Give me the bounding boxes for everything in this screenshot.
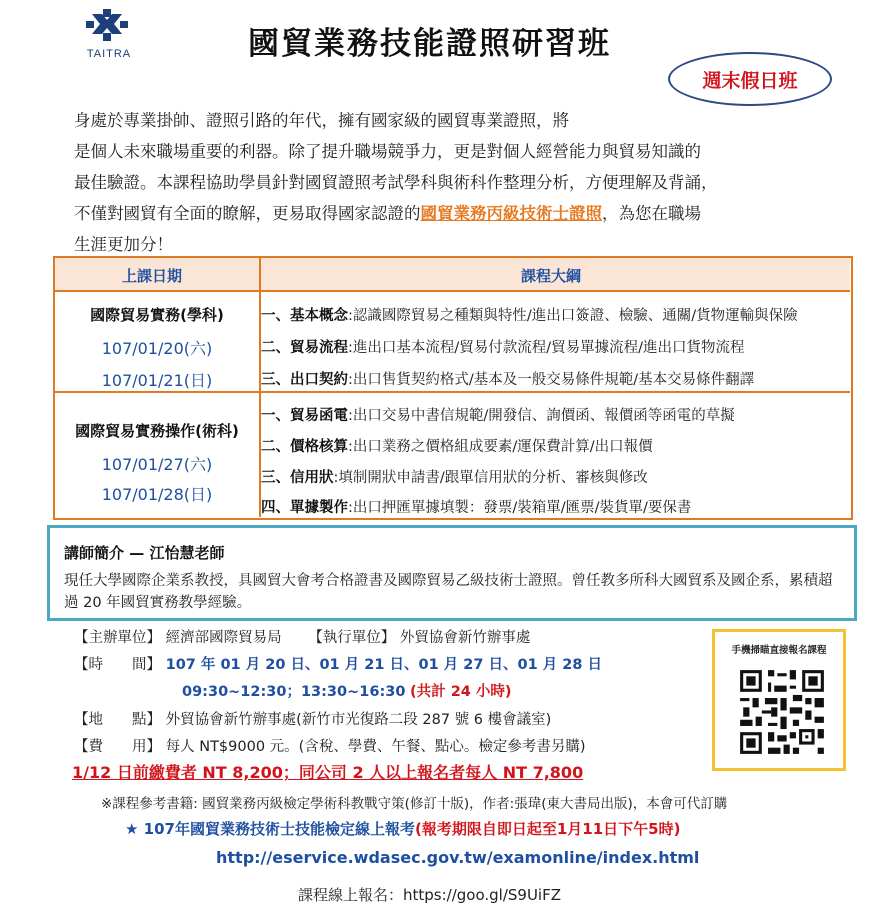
- info-hours: [182, 680, 512, 701]
- taitra-logo-icon: [72, 8, 142, 52]
- intro-line: 是個人未來職場重要的利器。除了提升職場競爭力，更是對個人經營能力與貿易知識的: [74, 142, 701, 161]
- outline-item-text: :認識國際貿易之種類與特性/進出口簽證、檢驗、通關/貨物運輸與保險: [348, 308, 798, 324]
- outline-item-head: 一、貿易函電: [261, 408, 348, 424]
- registration-link[interactable]: 課程線上報名：https://goo.gl/S9UiFZ: [298, 886, 562, 904]
- outline-item: [261, 304, 798, 325]
- course-table: [53, 256, 853, 520]
- outline-item-head: 二、貿易流程: [261, 340, 348, 356]
- outline-item: [261, 336, 745, 357]
- info-time: [74, 653, 602, 674]
- online-exam-title: ★ 107年國貿業務技術士技能檢定線上報考: [125, 820, 415, 838]
- outline-item-head: 四、單據製作: [261, 500, 348, 516]
- online-exam-deadline: (報考期限自即日起至1月11日下午5時): [414, 820, 681, 838]
- intro-line: 生涯更加分！: [74, 235, 173, 254]
- outline-item: [261, 496, 691, 517]
- info-place: [74, 708, 551, 729]
- intro-text: ，為您在職場: [602, 204, 701, 223]
- outline-item-text: :出口交易中書信規範/開發信、詢價函、報價函等函電的草擬: [348, 408, 735, 424]
- column-header-outline: 課程大綱: [521, 267, 582, 285]
- intro-paragraph: [74, 105, 834, 260]
- row-divider: [55, 391, 850, 393]
- course-date: 107/01/28(日): [101, 485, 213, 504]
- subject-practice: 國際貿易實務操作(術科): [75, 422, 239, 440]
- fee-value: 每人 NT$9000 元。(含稅、學費、午餐、點心。檢定參考書另購): [165, 739, 586, 755]
- outline-item-text: :出口押匯單據填製：發票/裝箱單/匯票/裝貨單/要保書: [348, 500, 692, 516]
- instructor-title: 講師簡介 — 江怡慧老師: [64, 544, 225, 562]
- course-date: 107/01/20(六): [101, 339, 213, 358]
- outline-item-text: :出口業務之價格組成要素/運保費計算/出口報價: [348, 439, 653, 455]
- course-date: 107/01/27(六): [101, 455, 213, 474]
- intro-line: 最佳驗證。本課程協助學員針對國貿證照考試學科與術科作整理分析，方便理解及背誦，: [74, 173, 718, 192]
- subject-theory: 國際貿易實務(學科): [90, 306, 224, 324]
- weekend-badge: 週末假日班: [668, 52, 832, 106]
- executor-value: 外貿協會新竹辦事處: [399, 630, 531, 646]
- intro-line: [74, 198, 834, 229]
- outline-item: [261, 368, 754, 389]
- time-dates: 107 年 01 月 20 日、01 月 21 日、01 月 27 日、01 月 28 日: [165, 657, 602, 673]
- logo-text: TAITRA: [86, 48, 132, 60]
- outline-item-text: :出口售貨契約格式/基本及一般交易條件規範/基本交易條件翻譯: [348, 372, 755, 388]
- certificate-highlight: 國貿業務丙級技術士證照: [420, 204, 602, 223]
- outline-item-text: :填制開狀申請書/跟單信用狀的分析、審核與修改: [333, 470, 648, 486]
- table-header: [55, 258, 850, 292]
- outline-item-head: 三、出口契約: [261, 372, 348, 388]
- outline-item-text: :進出口基本流程/貿易付款流程/貿易單據流程/進出口貨物流程: [348, 340, 745, 356]
- instructor-box: [47, 525, 857, 621]
- outline-item-head: 二、價格核算: [261, 439, 348, 455]
- outline-item-head: 一、基本概念: [261, 308, 348, 324]
- organizer-label: 【主辦單位】: [74, 630, 161, 646]
- info-fee: [74, 735, 585, 756]
- column-header-date: 上課日期: [122, 267, 183, 285]
- instructor-bio: 現任大學國際企業系教授，具國貿大會考合格證書及國際貿易乙級技術士證照。曾任教多所科大國貿系及國企系，累積超過 20 年國貿實務教學經驗。: [64, 573, 833, 611]
- qr-label: 手機掃瞄直接報名課程: [731, 645, 827, 656]
- time-total: (共計 24 小時): [410, 684, 512, 700]
- qr-code-icon[interactable]: [737, 667, 827, 757]
- intro-line: 身處於專業掛帥、證照引路的年代，擁有國家級的國貿專業證照，將: [74, 111, 569, 130]
- place-value: 外貿協會新竹辦事處(新竹市光復路二段 287 號 6 樓會議室): [165, 712, 552, 728]
- place-label: 【地 點】: [74, 712, 161, 728]
- organizer-value: 經濟部國際貿易局: [165, 630, 282, 646]
- outline-item-head: 三、信用狀: [261, 470, 334, 486]
- executor-label: 【執行單位】: [308, 630, 396, 646]
- online-exam-notice: [125, 818, 680, 839]
- outline-item: [261, 466, 648, 487]
- info-organizer: [74, 626, 530, 647]
- fee-label: 【費 用】: [74, 739, 161, 755]
- outline-item: [261, 404, 735, 425]
- time-hours: 09:30~12:30；13:30~16:30: [182, 684, 406, 700]
- course-date: 107/01/21(日): [101, 371, 213, 390]
- outline-item: [261, 435, 653, 456]
- intro-text: 不僅對國貿有全面的瞭解，更易取得國家認證的: [74, 204, 421, 223]
- qr-box: [712, 629, 846, 771]
- reference-book: ※課程參考書籍: 國貿業務丙級檢定學術科教戰守策(修訂十版)，作者:張瑋(東大書局出版)，本會可代訂購: [101, 796, 728, 812]
- page-title: 國貿業務技能證照研習班: [248, 26, 611, 62]
- exam-url-link[interactable]: http://eservice.wdasec.gov.tw/examonline/index.html: [216, 848, 700, 867]
- time-label: 【時 間】: [74, 657, 161, 673]
- early-bird-promo: 1/12 日前繳費者 NT 8,200；同公司 2 人以上報名者每人 NT 7,800: [72, 763, 584, 782]
